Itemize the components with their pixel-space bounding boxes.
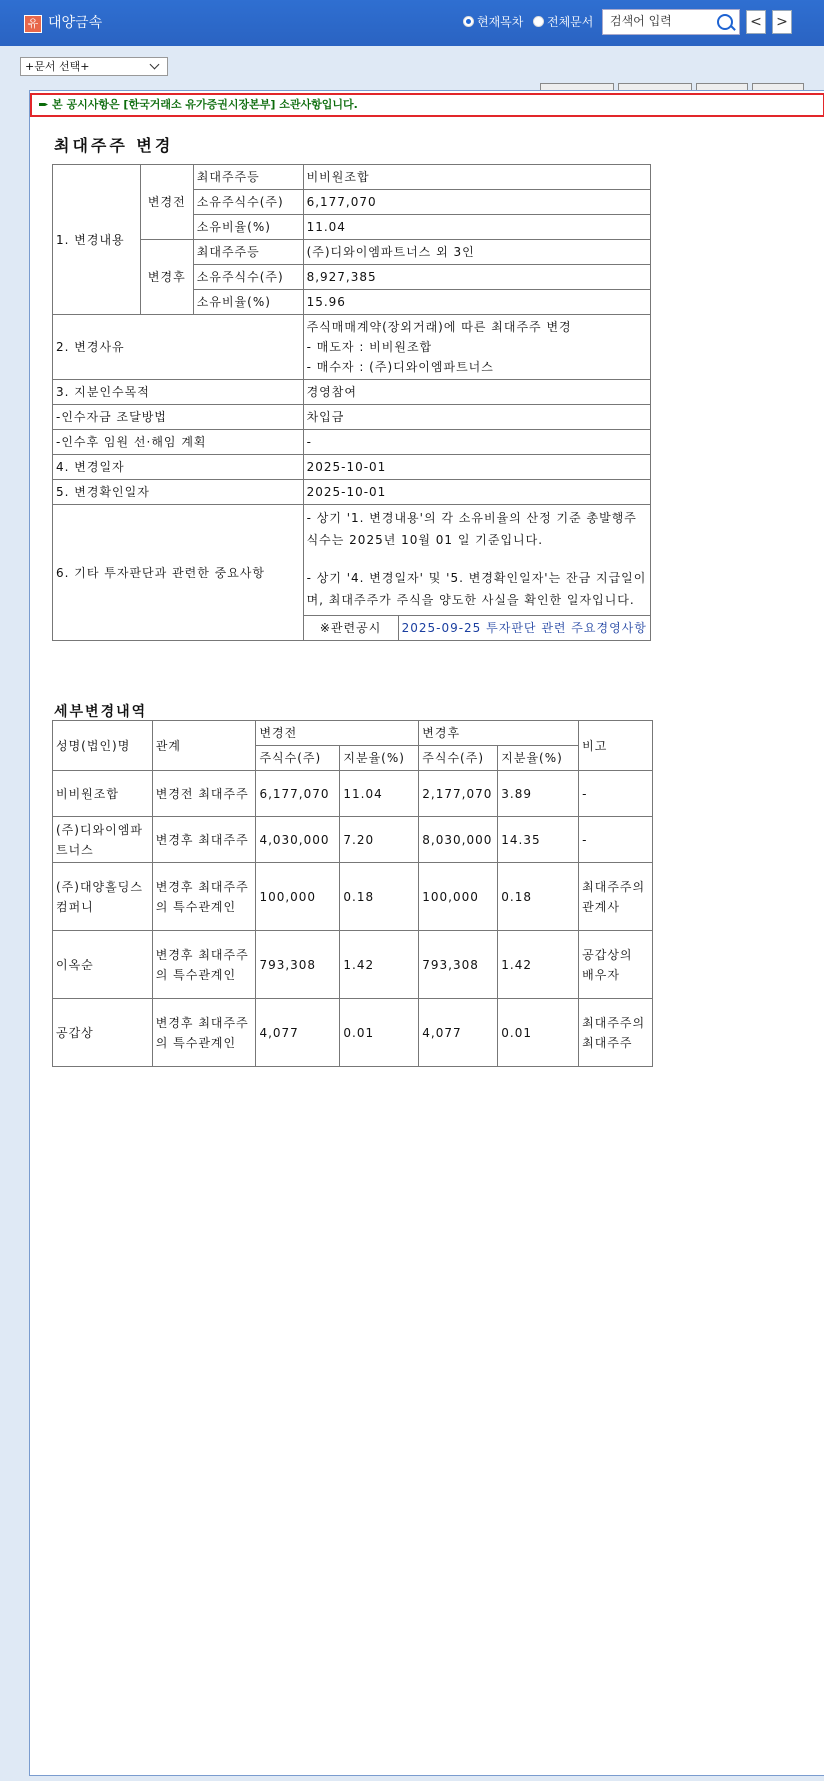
- cell-name: (주)디와이엠파트너스: [53, 817, 153, 863]
- cell-before-shares: 6,177,070: [256, 771, 340, 817]
- cell-value: 경영참여: [303, 380, 650, 405]
- other-text-1: - 상기 '1. 변경내용'의 각 소유비율의 산정 기준 총발행주식수는 2025년 10월 01 일 기준입니다.: [306, 511, 637, 547]
- col-header-before: 변경전: [256, 721, 419, 746]
- item-label: 소유비율(%): [193, 215, 303, 240]
- table-row: [53, 240, 651, 265]
- table-row: [53, 817, 653, 863]
- cell-after-ratio: 0.18: [498, 863, 579, 931]
- col-header-note: 비고: [579, 721, 653, 771]
- table-row: [53, 480, 651, 505]
- search-icon[interactable]: [717, 14, 733, 30]
- cell-after-shares: 8,030,000: [419, 817, 498, 863]
- cell-after-shares: 100,000: [419, 863, 498, 931]
- table-row: [53, 931, 653, 999]
- item-label: 최대주주등: [193, 240, 303, 265]
- reason-line: 주식매매계약(장외거래)에 따른 최대주주 변경: [306, 320, 572, 334]
- item-label: 소유주식수(주): [193, 265, 303, 290]
- search-input[interactable]: [603, 10, 710, 32]
- table-row: [53, 405, 651, 430]
- cell-relation: 변경후 최대주주의 특수관계인: [152, 863, 256, 931]
- detail-table: [52, 720, 653, 1067]
- cell-after-shares: 4,077: [419, 999, 498, 1067]
- cell-before-ratio: 0.18: [340, 863, 419, 931]
- table-row: [53, 863, 653, 931]
- table-row: [53, 165, 651, 190]
- other-cell: [303, 505, 650, 641]
- top-header: [0, 0, 824, 46]
- after-label: 변경후: [140, 240, 193, 315]
- cell-value: -: [303, 430, 650, 455]
- next-button[interactable]: >: [772, 10, 792, 34]
- cell-note: 최대주주의 최대주주: [579, 999, 653, 1067]
- cell-note: 최대주주의 관계사: [579, 863, 653, 931]
- row-label: 3. 지분인수목적: [53, 380, 304, 405]
- notice-banner: [30, 93, 824, 117]
- table-row: [53, 430, 651, 455]
- cell-value: 비비원조합: [303, 165, 650, 190]
- cell-name: 이옥순: [53, 931, 153, 999]
- document-viewer: [29, 90, 824, 1776]
- cell-before-shares: 4,030,000: [256, 817, 340, 863]
- prev-button[interactable]: <: [746, 10, 766, 34]
- cell-value: 2025-10-01: [303, 480, 650, 505]
- cell-value: 11.04: [303, 215, 650, 240]
- cell-after-shares: 793,308: [419, 931, 498, 999]
- cell-value: 차입금: [303, 405, 650, 430]
- cell-value: 2025-10-01: [303, 455, 650, 480]
- company-logo-icon: 유: [24, 15, 42, 33]
- row-label: -인수후 임원 선·해임 계획: [53, 430, 304, 455]
- before-label: 변경전: [140, 165, 193, 240]
- item-label: 최대주주등: [193, 165, 303, 190]
- cell-value: 15.96: [303, 290, 650, 315]
- cell-name: 비비원조합: [53, 771, 153, 817]
- table-row: [53, 999, 653, 1067]
- cell-after-ratio: 0.01: [498, 999, 579, 1067]
- notice-text: 본 공시사항은 [한국거래소 유가증권시장본부] 소관사항입니다.: [52, 98, 358, 111]
- radio-whole-doc[interactable]: [533, 13, 593, 30]
- cell-relation: 변경후 최대주주의 특수관계인: [152, 999, 256, 1067]
- col-header-ratio: 지분율(%): [340, 746, 419, 771]
- cell-note: -: [579, 817, 653, 863]
- reason-line: - 매도자 : 비비원조합: [306, 340, 433, 354]
- cell-name: (주)대양홀딩스컴퍼니: [53, 863, 153, 931]
- cell-after-ratio: 3.89: [498, 771, 579, 817]
- page-title: 최대주주 변경: [54, 136, 174, 155]
- cell-after-ratio: 14.35: [498, 817, 579, 863]
- cell-value: (주)디와이엠파트너스 외 3인: [303, 240, 650, 265]
- cell-before-ratio: 7.20: [340, 817, 419, 863]
- change-summary-table: [52, 164, 651, 641]
- cell-name: 공갑상: [53, 999, 153, 1067]
- table-row: [53, 505, 651, 641]
- radio-current-toc[interactable]: [463, 13, 523, 30]
- reason-cell: [303, 315, 650, 380]
- search-box[interactable]: [602, 9, 740, 35]
- col-header-shares: 주식수(주): [419, 746, 498, 771]
- table-header-row: [53, 721, 653, 746]
- col-header-ratio: 지분율(%): [498, 746, 579, 771]
- row-label: 4. 변경일자: [53, 455, 304, 480]
- cell-value: 8,927,385: [303, 265, 650, 290]
- related-label: ※관련공시: [304, 616, 399, 641]
- table-row: [53, 455, 651, 480]
- related-disclosure-link[interactable]: 2025-09-25 투자판단 관련 주요경영사항: [398, 616, 650, 641]
- table-row: [304, 616, 650, 641]
- cell-before-ratio: 0.01: [340, 999, 419, 1067]
- reason-line: - 매수자 : (주)디와이엠파트너스: [306, 360, 494, 374]
- radio-all-label: 전체문서: [547, 15, 594, 29]
- related-table: [304, 615, 650, 640]
- col-header-name: 성명(법인)명: [53, 721, 153, 771]
- table-row: [53, 315, 651, 380]
- cell-before-shares: 4,077: [256, 999, 340, 1067]
- cell-after-ratio: 1.42: [498, 931, 579, 999]
- row-label: 6. 기타 투자판단과 관련한 중요사항: [53, 505, 304, 641]
- item-label: 소유비율(%): [193, 290, 303, 315]
- row-label: 1. 변경내용: [53, 165, 141, 315]
- other-text-2: - 상기 '4. 변경일자' 및 '5. 변경확인일자'는 잔금 지급일이며, 최대주주가 주식을 양도한 사실을 확인한 일자입니다.: [306, 571, 647, 607]
- row-label: 2. 변경사유: [53, 315, 304, 380]
- cell-note: 공갑상의 배우자: [579, 931, 653, 999]
- document-select[interactable]: [20, 57, 168, 76]
- radio-unselected-icon[interactable]: [533, 16, 544, 27]
- company-name: 대양금속: [48, 15, 103, 31]
- detail-title: 세부변경내역: [54, 704, 148, 720]
- cell-value: 6,177,070: [303, 190, 650, 215]
- cell-relation: 변경전 최대주주: [152, 771, 256, 817]
- radio-selected-icon[interactable]: [463, 16, 474, 27]
- cell-relation: 변경후 최대주주의 특수관계인: [152, 931, 256, 999]
- table-row: [53, 380, 651, 405]
- radio-current-label: 현재목차: [477, 15, 524, 29]
- cell-after-shares: 2,177,070: [419, 771, 498, 817]
- document-select-label: +문서 선택+: [25, 60, 90, 73]
- row-label: -인수자금 조달방법: [53, 405, 304, 430]
- cell-relation: 변경후 최대주주: [152, 817, 256, 863]
- cell-before-shares: 793,308: [256, 931, 340, 999]
- col-header-after: 변경후: [419, 721, 579, 746]
- item-label: 소유주식수(주): [193, 190, 303, 215]
- cell-before-shares: 100,000: [256, 863, 340, 931]
- col-header-shares: 주식수(주): [256, 746, 340, 771]
- pointing-hand-icon: [39, 101, 49, 108]
- cell-before-ratio: 1.42: [340, 931, 419, 999]
- cell-note: -: [579, 771, 653, 817]
- chevron-down-icon: [150, 60, 160, 70]
- col-header-relation: 관계: [152, 721, 256, 771]
- cell-before-ratio: 11.04: [340, 771, 419, 817]
- table-row: [53, 771, 653, 817]
- row-label: 5. 변경확인일자: [53, 480, 304, 505]
